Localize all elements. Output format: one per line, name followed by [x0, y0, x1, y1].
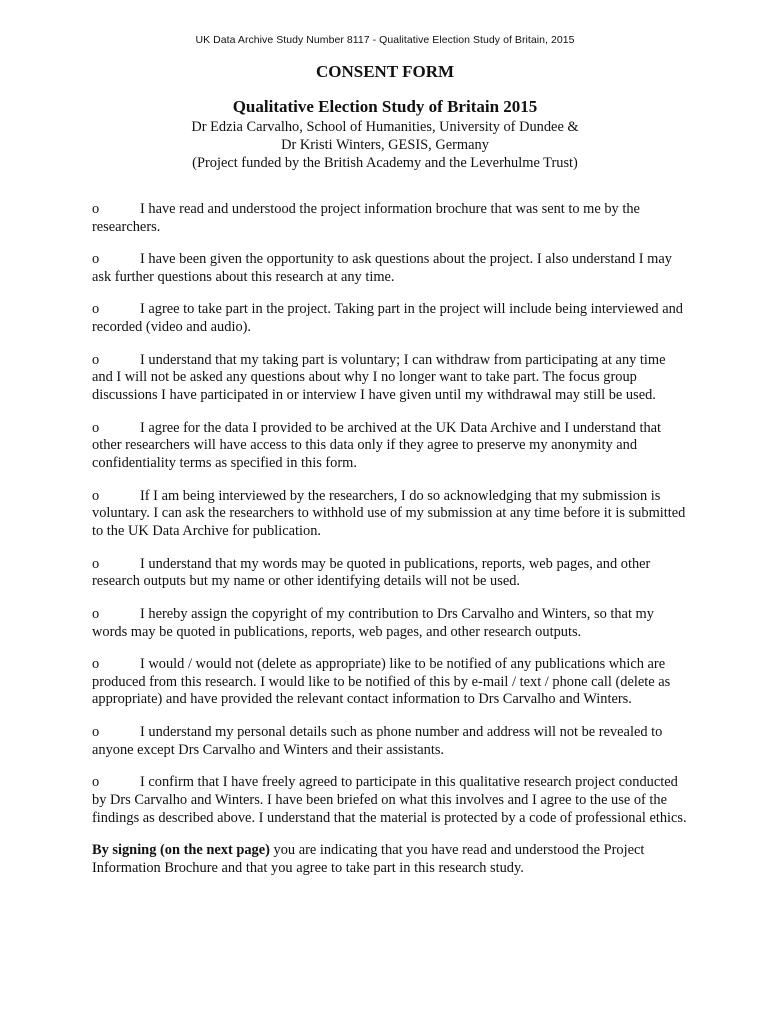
statement-marker: o — [92, 351, 100, 368]
consent-statement — [92, 724, 688, 760]
consent-statement — [92, 352, 688, 405]
consent-statement — [92, 656, 688, 709]
consent-statement — [92, 301, 688, 337]
statement-marker: o — [92, 301, 100, 318]
statement-marker: o — [92, 487, 100, 504]
credit-line: Dr Edzia Carvalho, School of Humanities, University of Dundee & — [191, 119, 579, 135]
statement-marker: o — [92, 655, 100, 672]
credits-block — [0, 118, 770, 172]
consent-statements — [92, 201, 688, 878]
consent-statement — [92, 201, 688, 237]
statement-marker: o — [92, 419, 100, 436]
credit-line: Dr Kristi Winters, GESIS, Germany — [281, 137, 489, 153]
statement-text: I agree for the data I provided to be archived at the UK Data Archive and I understand that other researchers will have access to this data only if they agree to preserve my anonymity and confidentiality terms as specified in this form. — [92, 419, 662, 472]
statement-text: I confirm that I have freely agreed to participate in this qualitative research project conducted by Drs Carvalho and Winters. I have been briefed on what this involves and I agree to the use of the findings as described above. I understand that the material is protected by a code of professional ethics. — [92, 774, 687, 826]
consent-statement — [92, 774, 688, 827]
consent-statement — [92, 488, 688, 541]
consent-statement — [92, 556, 688, 592]
statement-text: I understand my personal details such as phone number and address will not be revealed to anyone except Drs Carvalho and Winters and their assistants. — [92, 723, 663, 758]
statement-text: I have been given the opportunity to ask questions about the project. I also understand I may ask further questions about this research at any time. — [92, 251, 672, 285]
document-title: CONSENT FORM — [315, 62, 455, 81]
signing-notice-text: you are indicating that you have read and understood the Project Information Brochure and that you agree to take part in this research study. — [92, 842, 645, 876]
statement-text: I understand that my words may be quoted in publications, reports, web pages, and other research outputs but my name or other identifying details will not be used. — [92, 555, 651, 590]
statement-text: I hereby assign the copyright of my contribution to Drs Carvalho and Winters, so that my words may be quoted in publications, reports, web pages, and other research outputs. — [92, 605, 654, 640]
statement-marker: o — [92, 723, 100, 740]
consent-statement — [92, 606, 688, 642]
running-header: UK Data Archive Study Number 8117 - Qualitative Election Study of Britain, 2015 — [195, 34, 575, 46]
statement-text: I agree to take part in the project. Taking part in the project will include being interviewed and recorded (video and audio). — [92, 301, 683, 336]
statement-text: If I am being interviewed by the researchers, I do so acknowledging that my submission is voluntary. I can ask the researchers to withhold use of my submission at any time before it is submitted to the UK Data Archive for publication. — [92, 487, 686, 540]
statement-marker: o — [92, 251, 100, 268]
consent-statement — [92, 420, 688, 473]
statement-text: I would / would not (delete as appropriate) like to be notified of any publications which are produced from this research. I would like to be notified of this by e-mail / text / phone call (delete as appropriate) and have provided the relevant contact information to Drs Carvalho and Winters. — [92, 655, 671, 708]
statement-text: I have read and understood the project information brochure that was sent to me by the researchers. — [92, 201, 640, 235]
statement-marker: o — [92, 605, 100, 622]
signing-notice — [92, 842, 688, 878]
consent-statement — [92, 251, 688, 287]
credit-line: (Project funded by the British Academy and the Leverhulme Trust) — [192, 155, 578, 171]
statement-marker: o — [92, 555, 100, 572]
statement-text: I understand that my taking part is voluntary; I can withdraw from participating at any time and I will not be asked any questions about why I no longer want to take part. The focus group discussions I have participated in or interview I have given until my withdrawal may still be used. — [92, 351, 666, 404]
study-title: Qualitative Election Study of Britain 2015 — [232, 97, 538, 116]
statement-marker: o — [92, 774, 100, 791]
signing-notice-lead: By signing (on the next page) — [92, 842, 270, 859]
statement-marker: o — [92, 201, 100, 217]
